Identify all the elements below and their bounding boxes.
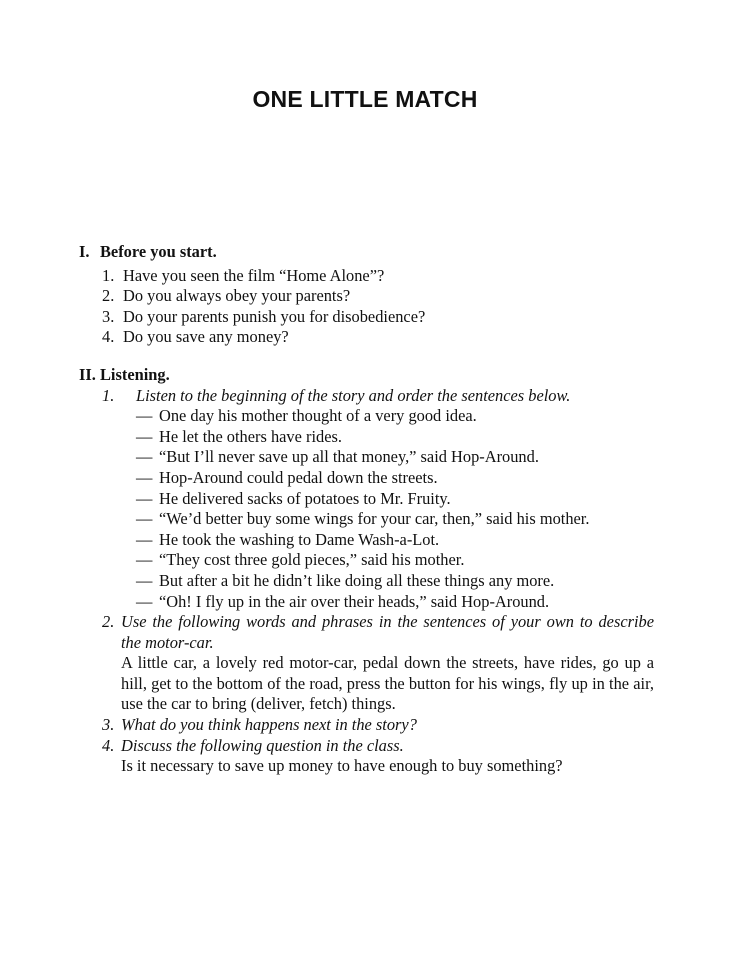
list-item <box>102 286 654 307</box>
section-listening <box>79 365 654 777</box>
sentence-text: He delivered sacks of potatoes to Mr. Fruity. <box>159 488 451 508</box>
list-item <box>102 266 654 287</box>
section-heading <box>79 242 654 263</box>
list-item <box>136 468 654 489</box>
task-instruction: Listen to the beginning of the story and order the sentences below. <box>136 385 571 405</box>
task-instruction: Use the following words and phrases in the sentences of your own to describe the motor-car. <box>121 612 654 652</box>
task-4 <box>79 736 654 777</box>
sentence-text: He took the washing to Dame Wash-a-Lot. <box>159 529 440 549</box>
list-item <box>136 427 654 448</box>
item-number: 3. <box>102 306 115 326</box>
item-text: Do you always obey your parents? <box>123 286 351 306</box>
list-item <box>102 327 654 348</box>
item-text: Do your parents punish you for disobedience? <box>123 306 426 326</box>
task-number: 1. <box>102 385 115 405</box>
dash-marker: — <box>136 447 153 467</box>
task-number: 3. <box>102 715 115 735</box>
task-1 <box>79 386 654 613</box>
page-title: ONE LITTLE MATCH <box>252 86 478 112</box>
task-3 <box>79 715 654 736</box>
dash-marker: — <box>136 529 153 549</box>
list-item <box>136 406 654 427</box>
sentence-text: One day his mother thought of a very good idea. <box>159 406 477 426</box>
list-item <box>136 550 654 571</box>
item-number: 4. <box>102 327 115 347</box>
item-text: Do you save any money? <box>123 327 289 347</box>
dash-marker: — <box>136 426 153 446</box>
dash-marker: — <box>136 570 153 590</box>
item-number: 1. <box>102 265 115 285</box>
section-heading <box>79 365 654 386</box>
section-title: Before you start. <box>100 242 217 261</box>
dash-marker: — <box>136 488 153 508</box>
dash-marker: — <box>136 406 153 426</box>
dash-marker: — <box>136 550 153 570</box>
task-number: 2. <box>102 612 115 632</box>
item-number: 2. <box>102 286 115 306</box>
sentence-text: “But I’ll never save up all that money,” said Hop-Around. <box>159 447 539 467</box>
sentence-text: “We’d better buy some wings for your car, then,” said his mother. <box>159 509 590 529</box>
exercise-content <box>79 242 654 777</box>
dash-marker: — <box>136 509 153 529</box>
list-item <box>136 592 654 613</box>
dash-marker: — <box>136 591 153 611</box>
task-text: A little car, a lovely red motor-car, pedal down the streets, have rides, go up a hill, get to the bottom of the road, press the button for his wings, fly up in the air, use the car to bring (deliver, fetch) things. <box>121 653 654 714</box>
section-number: II. <box>79 364 96 384</box>
sentence-text: He let the others have rides. <box>159 426 342 446</box>
sentence-list <box>136 406 654 612</box>
list-item <box>102 307 654 328</box>
task-text: Is it necessary to save up money to have enough to buy something? <box>121 756 563 776</box>
task-2 <box>79 612 654 715</box>
question-list <box>102 266 654 348</box>
list-item <box>136 489 654 510</box>
sentence-text: “Oh! I fly up in the air over their heads,” said Hop-Around. <box>159 591 550 611</box>
task-instruction: Discuss the following question in the class. <box>121 735 404 755</box>
task-number: 4. <box>102 735 115 755</box>
sentence-text: “They cost three gold pieces,” said his mother. <box>159 550 465 570</box>
sentence-text: But after a bit he didn’t like doing all these things any more. <box>159 570 555 590</box>
section-before-you-start <box>79 242 654 348</box>
section-title: Listening. <box>100 364 170 384</box>
list-item <box>136 571 654 592</box>
section-number: I. <box>79 242 90 261</box>
list-item <box>136 447 654 468</box>
list-item <box>136 530 654 551</box>
dash-marker: — <box>136 467 153 487</box>
sentence-text: Hop-Around could pedal down the streets. <box>159 467 438 487</box>
item-text: Have you seen the film “Home Alone”? <box>123 265 385 285</box>
list-item <box>136 509 654 530</box>
task-instruction: What do you think happens next in the story? <box>121 715 417 735</box>
